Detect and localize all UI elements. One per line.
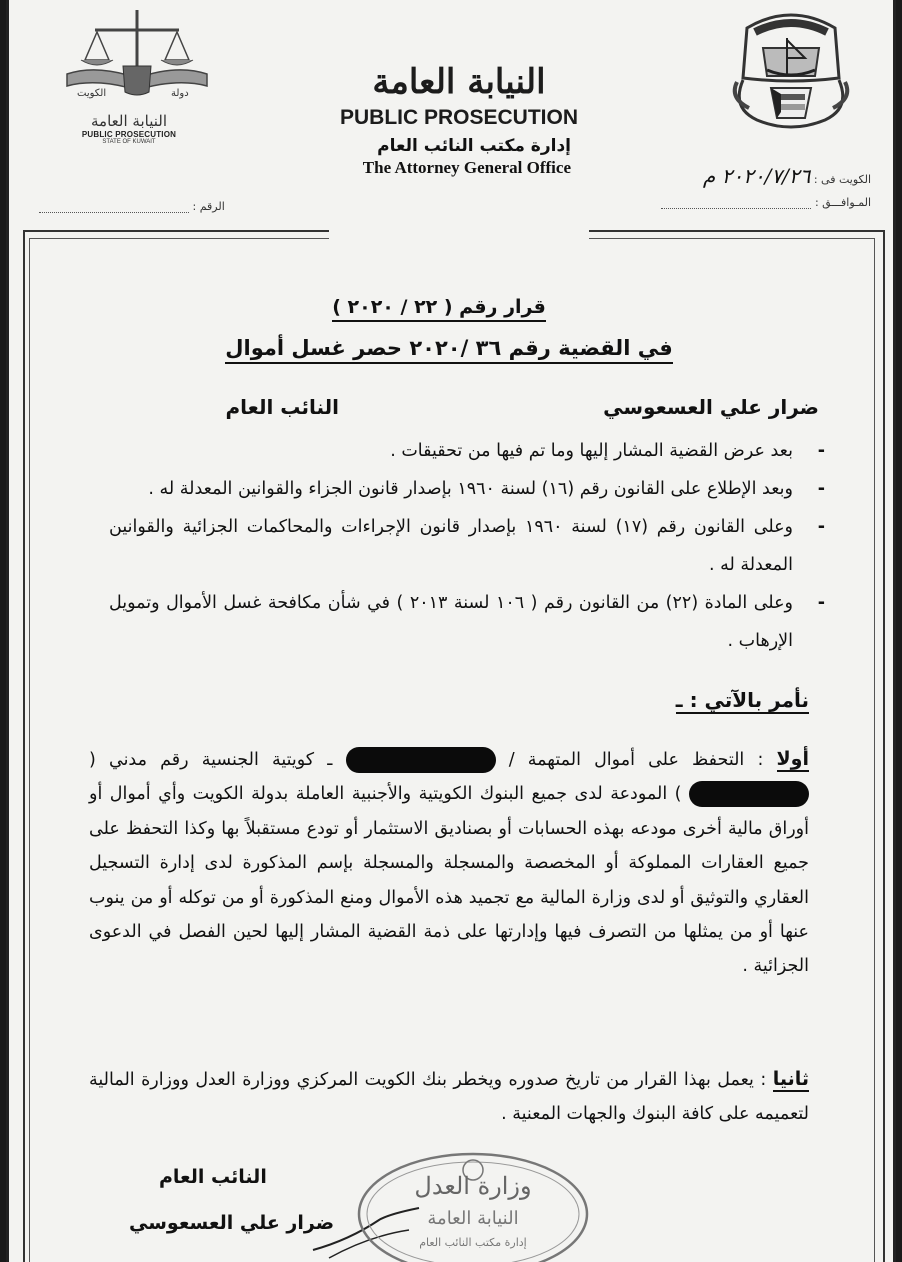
clause-item <box>109 470 829 508</box>
left-logo-name-en: PUBLIC PROSECUTION <box>81 130 177 139</box>
date-value: ٢٠٢٠/٧/٢٦ م <box>702 164 811 188</box>
signature-name: ضرار علي العسعوسي <box>129 1212 335 1234</box>
stamp-line-1: وزارة العدل <box>414 1172 532 1200</box>
clause-text: بعد عرض القضية المشار إليها وما تم فيها من تحقيقات . <box>390 441 793 461</box>
preamble-clauses <box>109 432 829 660</box>
stamp-line-2: النيابة العامة <box>427 1208 519 1229</box>
left-logo-small-left: الكويت <box>77 88 107 99</box>
issuer-name: ضرار علي العسعوسي <box>603 395 819 419</box>
decision-title <box>289 296 589 318</box>
clause-dash: - <box>817 479 825 499</box>
date-field <box>609 164 871 188</box>
paragraph-second-text: : يعمل بهذا القرار من تاريخ صدوره ويخطر بنك الكويت المركزي ووزارة العدل ووزارة المالية لتعميمه على كافة البنوك والجهات المعنية . <box>89 1070 809 1125</box>
issuer-title: النائب العام <box>225 395 339 419</box>
scales-of-justice-icon <box>57 8 217 98</box>
clause-text: وعلى القانون رقم (١٧) لسنة ١٩٦٠ بإصدار قانون الإجراءات والمحاكمات الجزائية والقوانين المعدلة له . <box>109 517 794 575</box>
clause-dash: - <box>817 593 825 613</box>
number-field <box>39 200 225 213</box>
paragraph-second <box>89 1062 809 1132</box>
paragraph-second-lead: ثانيا <box>772 1068 809 1090</box>
corresponding-field <box>639 196 871 209</box>
left-logo-state: STATE OF KUWAIT <box>102 139 156 145</box>
redaction-name <box>346 747 496 773</box>
stamp-line-3: إدارة مكتب النائب العام <box>419 1236 527 1249</box>
letterhead <box>329 60 589 178</box>
clause-item <box>109 584 829 660</box>
date-label: الكويت فى : <box>813 173 871 186</box>
clause-dash: - <box>817 441 825 461</box>
paragraph-first-part3: ) المودعة لدى جميع البنوك الكويتية والأجنبية العاملة بدولة الكويت وأي أموال أو أوراق مالية أخرى مودعه بهذه الحسابات أو بصناديق الاستثمار أو تودع مستقبلاً بها وكذا التحفظ على جميع العقارات المملوكة أو المخصصة والمسجلة والمسجلة بإسم المذكورة لدى إدارة التسجيل العقاري والتوثيق أو لدى وزارة المالية مع تجميد هذه الأموال ومنع المذكورة أو من توكله أو من ينوب عنها أو من يمثلها من التصرف فيها وإدارتها على ذمة القضية المشار إليها لحين الفصل في الدعوى الجزائية . <box>89 784 809 977</box>
clause-dash: - <box>817 517 825 537</box>
left-logo-small-right: دولة <box>171 88 189 99</box>
number-label: الرقم : <box>192 200 225 213</box>
office-name-en: The Attorney General Office <box>362 158 571 177</box>
clause-text: وبعد الإطلاع على القانون رقم (١٦) لسنة ١٩٦٠ بإصدار قانون الجزاء والقوانين المعدلة له . <box>148 479 793 499</box>
letterhead-title-en: PUBLIC PROSECUTION <box>339 106 578 129</box>
left-logo-name-ar: النيابة العامة <box>91 112 167 130</box>
clause-text: وعلى المادة (٢٢) من القانون رقم ( ١٠٦ لسنة ٢٠١٣ ) في شأن مكافحة غسل الأموال وتمويل الإرهاب . <box>109 593 793 651</box>
clause-item <box>109 432 829 470</box>
redaction-civil-id <box>689 781 809 807</box>
document-page <box>6 0 896 1262</box>
clause-item <box>109 508 829 584</box>
corresponding-label: المـوافـــق : <box>814 196 871 209</box>
kuwait-emblem-icon <box>727 8 855 140</box>
decision-title-text: قرار رقم ( ٢٢ / ٢٠٢٠ ) <box>332 296 546 322</box>
case-title-text: في القضية رقم ٣٦ /٢٠٢٠ حصر غسل أموال <box>225 336 672 364</box>
office-name-ar: إدارة مكتب النائب العام <box>377 136 571 156</box>
paragraph-first <box>89 742 809 984</box>
paragraph-first-part2: ـ كويتية الجنسية رقم مدني ( <box>89 750 333 770</box>
case-title <box>209 336 689 360</box>
order-heading-text: نأمر بالآتي : ـ <box>675 688 809 712</box>
official-stamp <box>353 1148 593 1262</box>
paragraph-first-lead: أولا <box>776 748 809 770</box>
order-heading <box>676 688 809 712</box>
letterhead-title-ar: النيابة العامة <box>372 62 546 102</box>
signature-title: النائب العام <box>159 1166 267 1188</box>
left-logo-text <box>79 112 179 145</box>
paragraph-first-part1: : التحفظ على أموال المتهمة / <box>508 750 777 770</box>
frame-notch <box>329 230 589 240</box>
